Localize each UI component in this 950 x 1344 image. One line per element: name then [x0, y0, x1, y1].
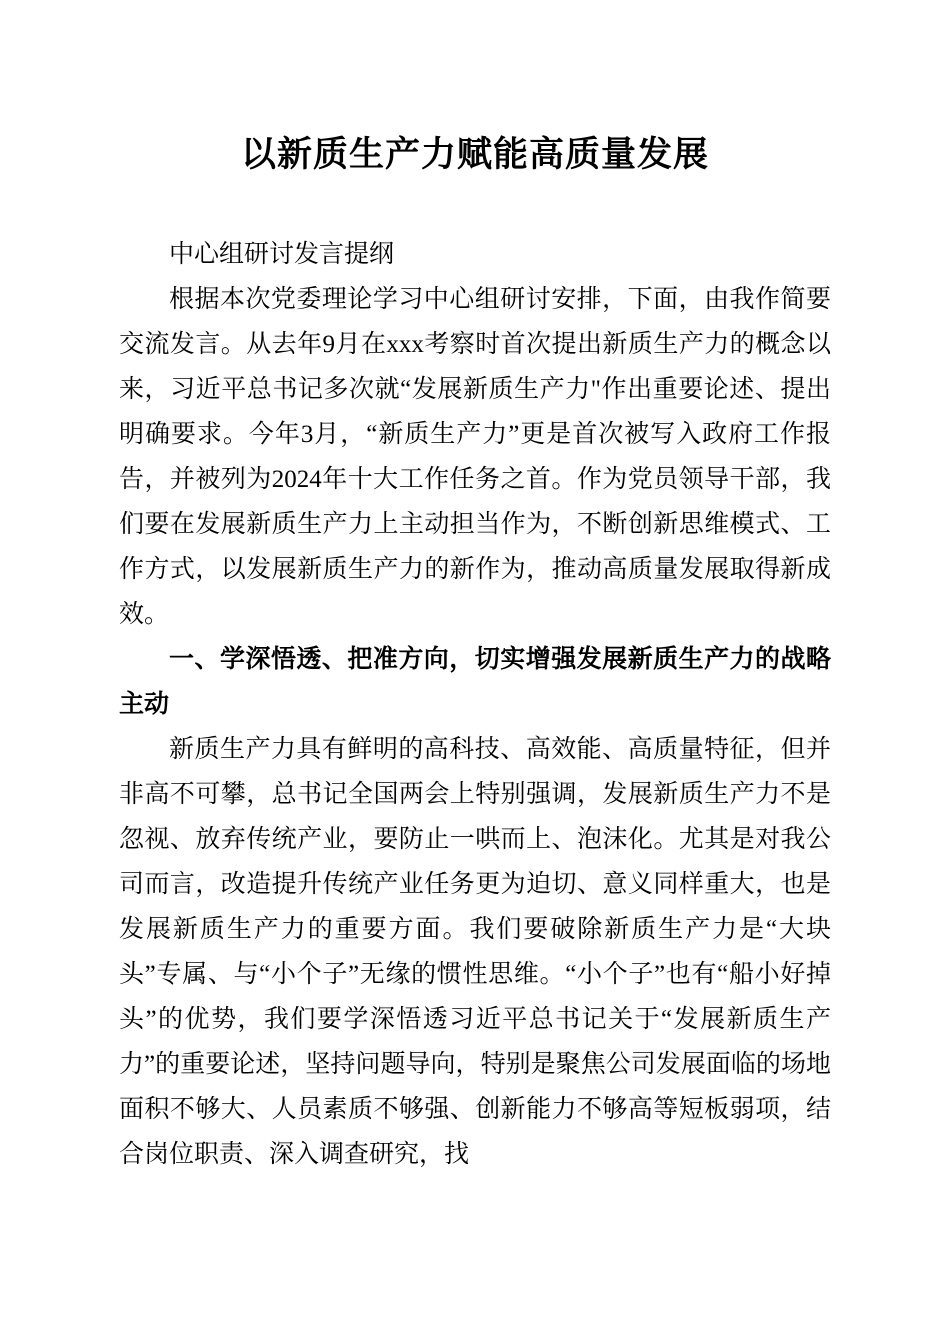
document-title: 以新质生产力赋能高质量发展	[240, 135, 709, 174]
paragraph-section-1-body: 新质生产力具有鲜明的高科技、高效能、高质量特征，但并非高不可攀，总书记全国两会上特别强调，发展新质生产力不是忽视、放弃传统产业，要防止一哄而上、泡沫化。尤其是对我公司而言，改造提升传统产业任务更为迫切、意义同样重大，也是发展新质生产力的重要方面。我们要破除新质生产力是“大块头”专属、与“小个子”无缘的惯性思维。“小个子”也有“船小好掉头”的优势，我们要学深悟透习近平总书记关于“发展新质生产力”的重要论述，坚持问题导向，特别是聚焦公司发展面临的场地面积不够大、人员素质不够强、创新能力不够高等短板弱项，结合岗位职责、深入调查研究，找	[119, 735, 831, 1168]
section-heading-1: 一、学深悟透、把准方向，切实增强发展新质生产力的战略主动	[119, 644, 831, 718]
paragraph-intro: 根据本次党委理论学习中心组研讨安排，下面，由我作简要交流发言。从去年9月在xxx考察时首次提出新质生产力的概念以来，习近平总书记多次就“发展新质生产力"作出重要论述、提出明确要求。今年3月，“新质生产力”更是首次被写入政府工作报告，并被列为2024年十大工作任务之首。作为党员领导干部，我们要在发展新质生产力上主动担当作为，不断创新思维模式、工作方式，以发展新质生产力的新作为，推动高质量发展取得新成效。	[119, 285, 831, 628]
paragraph-subtitle: 中心组研讨发言提纲	[169, 240, 395, 268]
